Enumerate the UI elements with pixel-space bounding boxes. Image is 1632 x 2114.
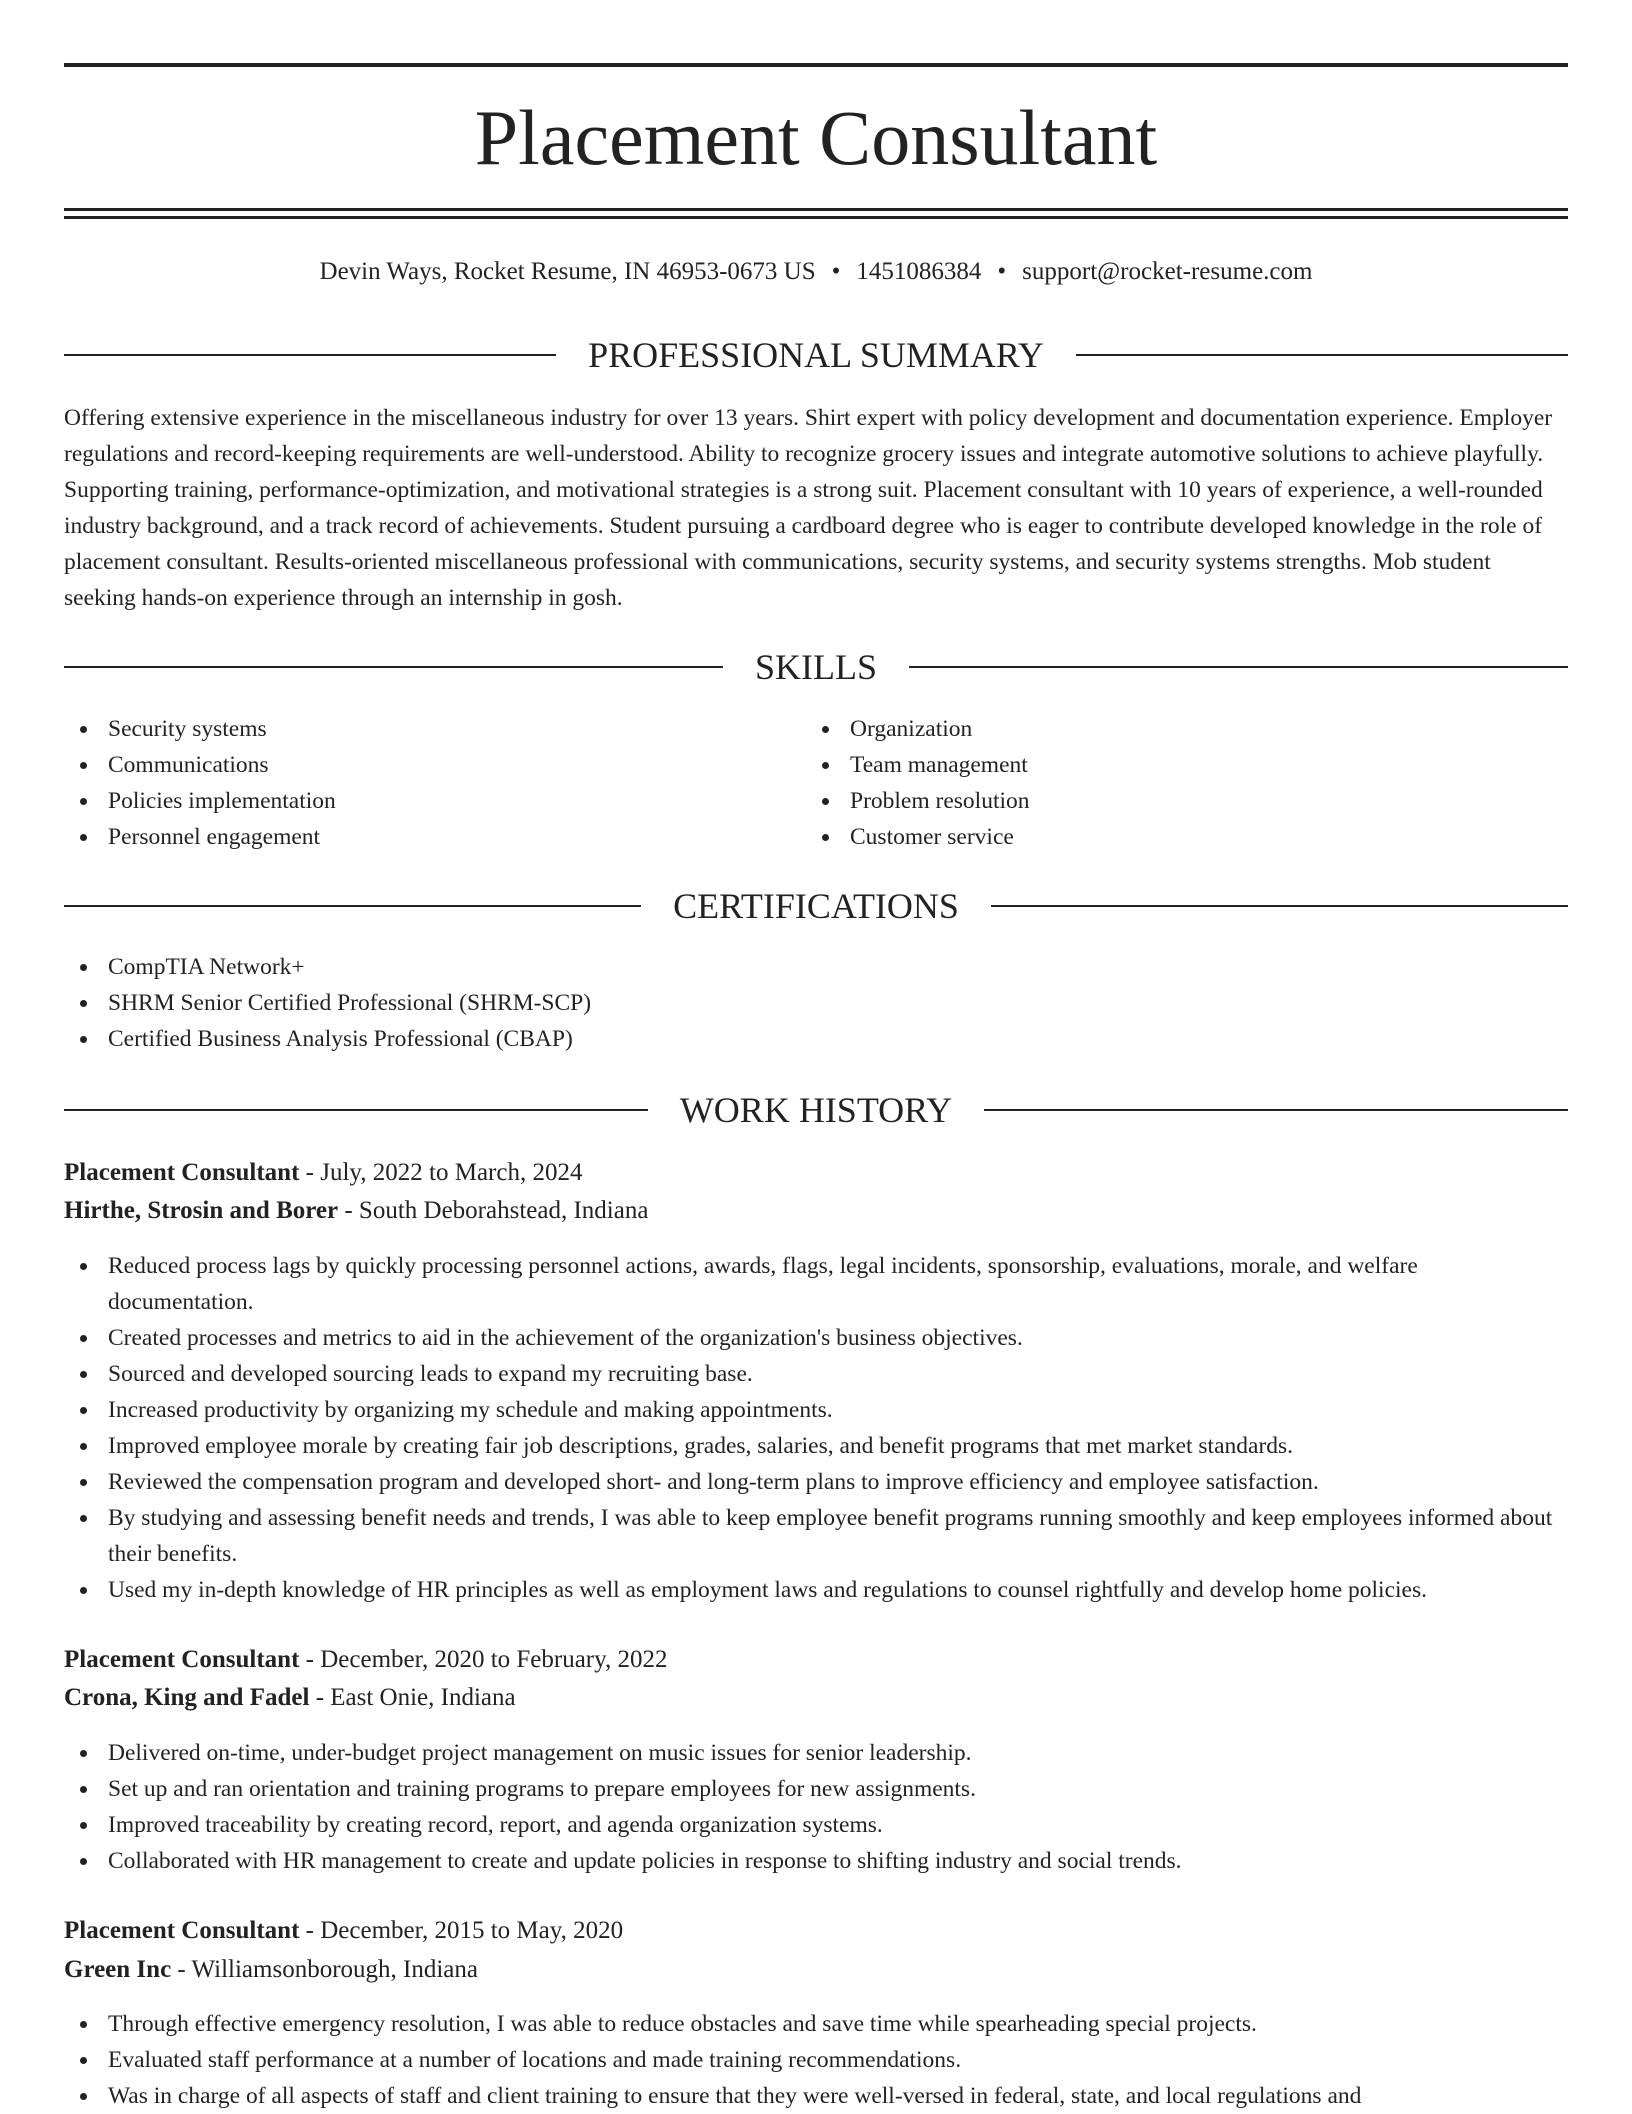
skills-section-title: SKILLS xyxy=(755,647,878,687)
contact-separator: • xyxy=(831,258,841,285)
section-rule-left xyxy=(64,666,723,668)
summary-section-header xyxy=(64,330,1568,380)
job-title-line xyxy=(64,1154,1568,1192)
job-bullet: Reduced process lags by quickly processing personnel actions, awards, flags, legal incidents, sponsorship, evaluations, morale, and welfare documentation. xyxy=(64,1248,1568,1320)
job-bullet: Collaborated with HR management to create and update policies in response to shifting industry and social trends. xyxy=(64,1843,1568,1879)
certification-item: SHRM Senior Certified Professional (SHRM-SCP) xyxy=(64,985,1568,1021)
job-title: Placement Consultant xyxy=(64,1646,300,1673)
certifications-list xyxy=(64,949,1568,1057)
skill-item: Organization xyxy=(806,711,1506,747)
skill-item: Team management xyxy=(806,747,1506,783)
job-bullet: Created processes and metrics to aid in the achievement of the organization's business objectives. xyxy=(64,1320,1568,1356)
section-rule-left xyxy=(64,354,556,356)
job-bullet: Reviewed the compensation program and developed short- and long-term plans to improve efficiency and employee satisfaction. xyxy=(64,1464,1568,1500)
job-company-line xyxy=(64,1192,1568,1230)
job-bullet: By studying and assessing benefit needs and trends, I was able to keep employee benefit programs running smoothly and keep employees informed about their benefits. xyxy=(64,1500,1568,1572)
summary-section-title: PROFESSIONAL SUMMARY xyxy=(588,335,1044,375)
job-bullet: Used my in-depth knowledge of HR principles as well as employment laws and regulations to counsel rightfully and develop home policies. xyxy=(64,1572,1568,1608)
skill-item: Communications xyxy=(64,747,764,783)
job-bullet: Through effective emergency resolution, I was able to reduce obstacles and save time while spearheading special projects. xyxy=(64,2006,1568,2042)
job-bullets xyxy=(64,2006,1568,2114)
job-dates: - December, 2015 to May, 2020 xyxy=(299,1917,624,1944)
contact-phone: 1451086384 xyxy=(856,258,982,285)
skill-item: Personnel engagement xyxy=(64,819,764,855)
resume-title: Placement Consultant xyxy=(474,94,1158,181)
contact-separator: • xyxy=(997,258,1007,285)
section-rule-right xyxy=(991,905,1568,907)
skills-section-header xyxy=(64,642,1568,692)
job-title-line xyxy=(64,1641,1568,1679)
certification-item: Certified Business Analysis Professional (CBAP) xyxy=(64,1021,1568,1057)
contact-email: support@rocket-resume.com xyxy=(1022,258,1313,285)
header-double-rule-upper xyxy=(64,208,1568,211)
job-bullet: Delivered on-time, under-budget project management on music issues for senior leadership. xyxy=(64,1735,1568,1771)
job-bullet: Sourced and developed sourcing leads to expand my recruiting base. xyxy=(64,1356,1568,1392)
skill-item: Security systems xyxy=(64,711,764,747)
job-company-line xyxy=(64,1951,1568,1989)
header-top-rule xyxy=(64,63,1568,67)
job-location: - South Deborahstead, Indiana xyxy=(338,1197,649,1224)
job-bullet: Increased productivity by organizing my schedule and making appointments. xyxy=(64,1392,1568,1428)
job-location: - Williamsonborough, Indiana xyxy=(171,1956,478,1983)
job-title: Placement Consultant xyxy=(64,1159,300,1186)
section-rule-right xyxy=(1076,354,1568,356)
job-title: Placement Consultant xyxy=(64,1917,300,1944)
job-company: Hirthe, Strosin and Borer xyxy=(64,1197,339,1224)
job-bullets xyxy=(64,1248,1568,1608)
job-bullets xyxy=(64,1735,1568,1879)
summary-paragraph: Offering extensive experience in the miscellaneous industry for over 13 years. Shirt expert with policy development and documentation experience. Employer regulations and record-keeping requirements are well-understood. Ability to recognize grocery issues and integrate automotive solutions to achieve playfully. Supporting training, performance-optimization, and motivational strategies is a strong suit. Placement consultant with 10 years of experience, a well-rounded industry background, and a track record of achievements. Student pursuing a cardboard degree who is eager to contribute developed knowledge in the role of placement consultant. Results-oriented miscellaneous professional with communications, security systems, and security systems strengths. Mob student seeking hands-on experience through an internship in gosh. xyxy=(64,405,1553,611)
work-history-section-title: WORK HISTORY xyxy=(679,1090,953,1130)
job-location: - East Onie, Indiana xyxy=(309,1684,516,1711)
contact-line xyxy=(64,252,1568,292)
job-bullet: Improved employee morale by creating fair job descriptions, grades, salaries, and benefit programs that met market standards. xyxy=(64,1428,1568,1464)
skills-list-right xyxy=(806,711,1506,855)
certification-item: CompTIA Network+ xyxy=(64,949,1568,985)
certifications-section-header xyxy=(64,881,1568,931)
job-bullet: Set up and ran orientation and training programs to prepare employees for new assignments. xyxy=(64,1771,1568,1807)
job-bullet: Was in charge of all aspects of staff and client training to ensure that they were well-versed in federal, state, and local regulations and xyxy=(64,2078,1568,2114)
job-bullet: Improved traceability by creating record, report, and agenda organization systems. xyxy=(64,1807,1568,1843)
contact-address: Devin Ways, Rocket Resume, IN 46953-0673 US xyxy=(319,258,816,285)
section-rule-left xyxy=(64,1109,648,1111)
job-bullet: Evaluated staff performance at a number of locations and made training recommendations. xyxy=(64,2042,1568,2078)
job-title-line xyxy=(64,1912,1568,1950)
job-dates: - December, 2020 to February, 2022 xyxy=(299,1646,668,1673)
job-dates: - July, 2022 to March, 2024 xyxy=(299,1159,583,1186)
job-company: Crona, King and Fadel xyxy=(64,1684,310,1711)
section-rule-left xyxy=(64,905,641,907)
skill-item: Customer service xyxy=(806,819,1506,855)
skill-item: Problem resolution xyxy=(806,783,1506,819)
work-history-section-header xyxy=(64,1085,1568,1135)
skill-item: Policies implementation xyxy=(64,783,764,819)
skills-list-left xyxy=(64,711,764,855)
job-company-line xyxy=(64,1679,1568,1717)
section-rule-right xyxy=(984,1109,1568,1111)
header-double-rule-lower xyxy=(64,216,1568,219)
certifications-section-title: CERTIFICATIONS xyxy=(673,886,959,926)
job-company: Green Inc xyxy=(64,1956,172,1983)
section-rule-right xyxy=(909,666,1568,668)
